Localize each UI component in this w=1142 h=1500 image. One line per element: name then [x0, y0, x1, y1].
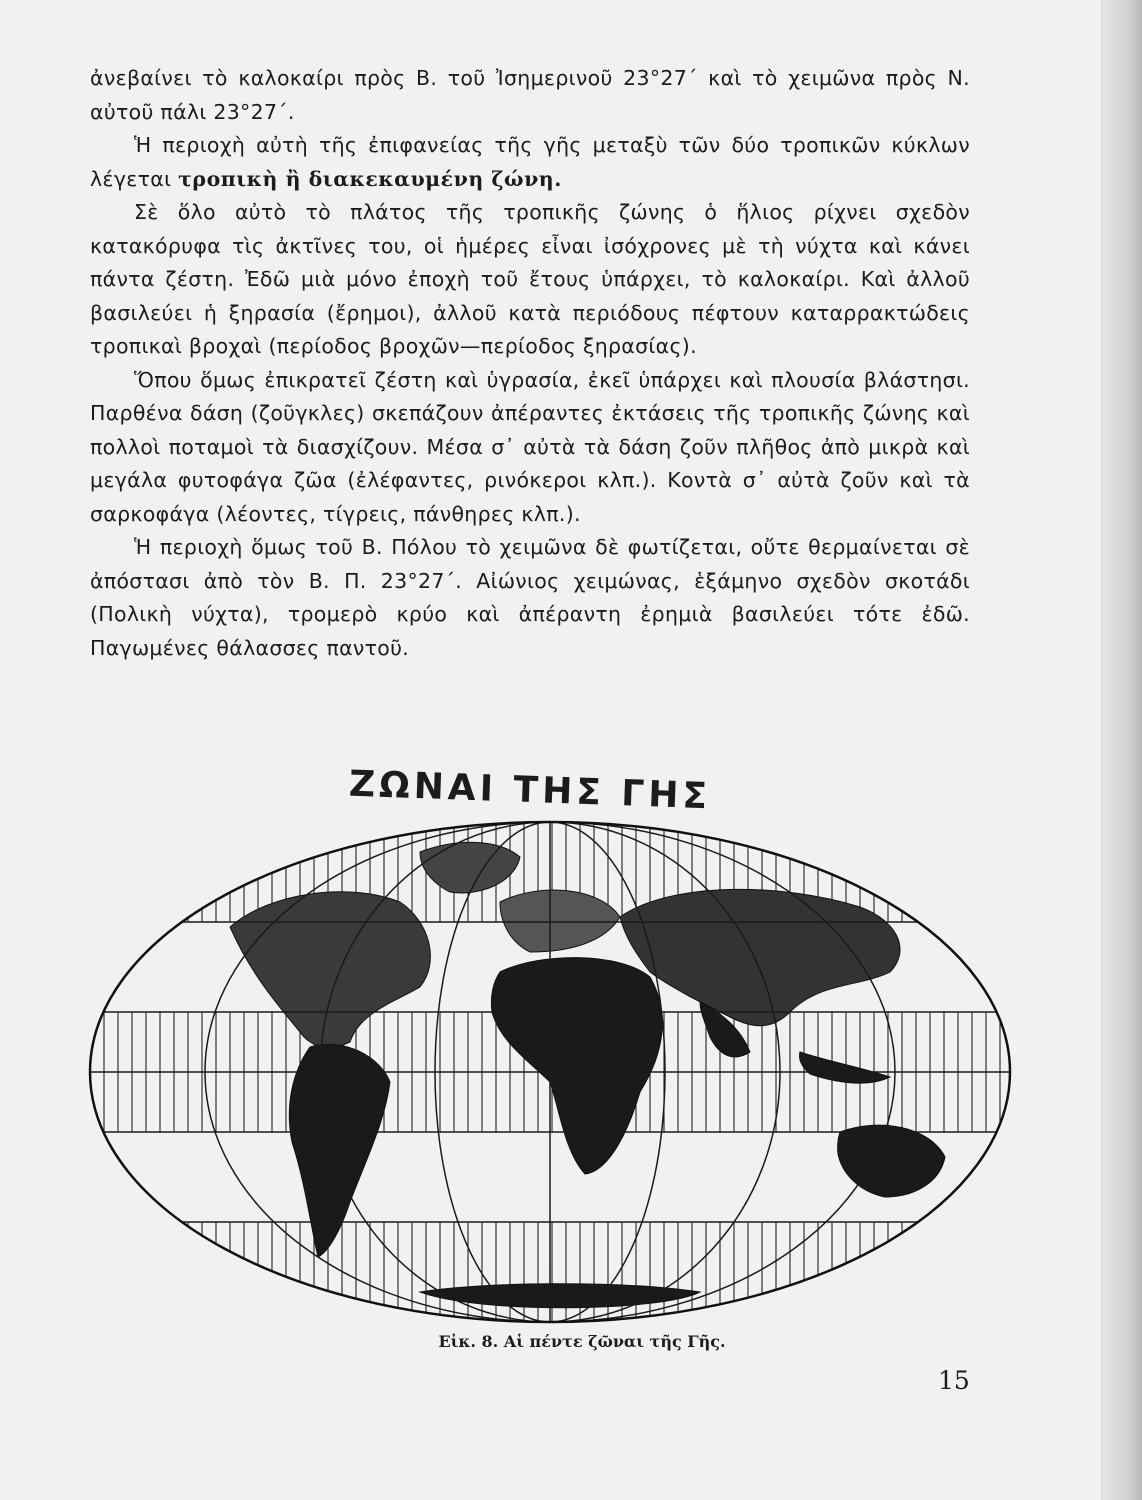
- page-number: 15: [938, 1366, 970, 1395]
- map-graticule: [60, 822, 1040, 1322]
- figure-caption: Εἰκ. 8. Αἱ πέντε ζῶναι τῆς Γῆς.: [438, 1332, 726, 1351]
- paragraph-3: Σὲ ὅλο αὐτὸ τὸ πλάτος τῆς τροπικῆς ζώνης ὁ ἥλιος ρίχνει σχεδὸν κατακόρυφα τὶς ἀκτῖνες του, οἱ ἡμέρες εἶναι ἰσόχρονες μὲ τὴ νύχτα καὶ κάνει πάντα ζέστη. Ἐδῶ μιὰ μόνο ἐποχὴ τοῦ ἔτους ὑπάρχει, τὸ καλοκαίρι. Καὶ ἀλλοῦ βασιλεύει ἡ ξηρασία (ἔρημοι), ἀλλοῦ κατὰ περιόδους πέφτουν καταρρακτώδεις τροπικαὶ βροχαὶ (περίοδος βροχῶν—περίοδος ξηρασίας).: [90, 200, 970, 358]
- map-title: ΖΩΝΑΙ ΤΗΣ ΓΗΣ: [348, 763, 712, 818]
- paragraph-2-text: Ἡ περιοχὴ αὐτὴ τῆς ἐπιφανείας τῆς γῆς μεταξὺ τῶν δύο τροπικῶν κύκλων λέγεται: [90, 133, 970, 191]
- paragraph-1: ἀνεβαίνει τὸ καλοκαίρι πρὸς Β. τοῦ Ἰσημερινοῦ 23°27΄ καὶ τὸ χειμῶνα πρὸς Ν. αὐτοῦ πάλι 23°27΄.: [90, 66, 970, 124]
- paragraph-4: Ὅπου ὅμως ἐπικρατεῖ ζέστη καὶ ὑγρασία, ἐκεῖ ὑπάρχει καὶ πλουσία βλάστησι. Παρθένα δάση (ζοῦγκλες) σκεπάζουν ἀπέραντες ἐκτάσεις τῆς τροπικῆς ζώνης καὶ πολλοὶ ποταμοὶ τὰ διασχίζουν. Μέσα σ᾽ αὐτὰ τὰ δάση ζοῦν πλῆθος ἀπὸ μικρὰ καὶ μεγάλα φυτοφάγα ζῶα (ἐλέφαντες, ρινόκεροι κλπ.). Κοντὰ σ᾽ αὐτὰ ζοῦν καὶ τὰ σαρκοφάγα (λέοντες, τίγρεις, πάνθηρες κλπ.).: [90, 367, 970, 526]
- page-edge: [1101, 0, 1142, 1500]
- tropical-zone-term: τροπικὴ ἢ διακεκαυμένη ζώνη.: [178, 166, 562, 191]
- body-text: [90, 62, 970, 665]
- world-map-figure: [60, 812, 1040, 1342]
- world-zones-map: [60, 812, 1040, 1342]
- paragraph-2: [90, 129, 970, 196]
- paragraph-5: Ἡ περιοχὴ ὅμως τοῦ Β. Πόλου τὸ χειμῶνα δὲ φωτίζεται, οὔτε θερμαίνεται σὲ ἀπόστασι ἀπὸ τὸν Β. Π. 23°27΄. Αἰώνιος χειμώνας, ἑξάμηνο σχεδὸν σκοτάδι (Πολικὴ νύχτα), τρομερὸ κρύο καὶ ἀπέραντη ἐρημιὰ βασιλεύει τότε ἐδῶ. Παγωμένες θάλασσες παντοῦ.: [90, 535, 970, 660]
